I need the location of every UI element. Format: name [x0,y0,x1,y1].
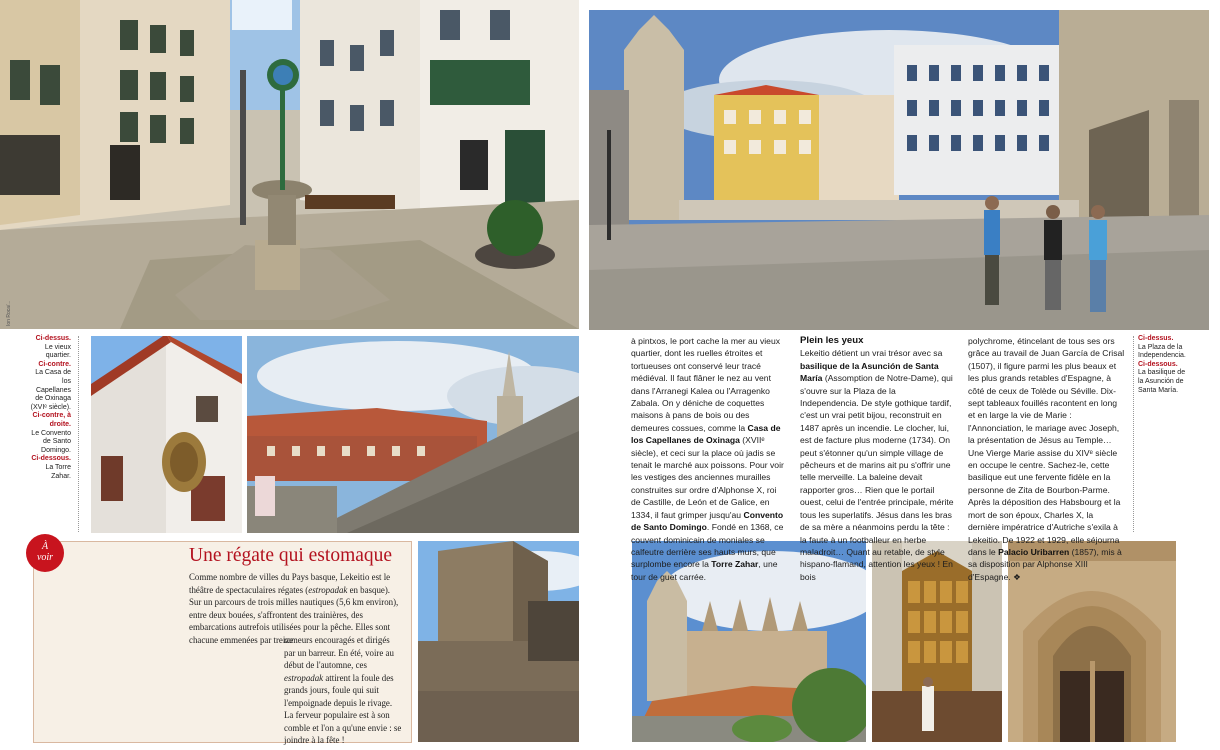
sidebar-italic: estropadak [284,672,324,683]
caption-text: La Plaza de la Independencia. [1138,343,1186,360]
body-text: polychrome, étincelant de tous ses ors grâce au travail de Juan García de Crisal (1507), il figure parmi les plus beaux et les plus grands retables d'Espagne, à côté de ceux de Tolède ou Séville. Dix-sept tableaux fouillés racontent en long et en large la vie de Marie : l'Annonciation, le mariage avec Joseph, la présentation de Jésus au Temple… Une Vierge Marie assise du XIVᵉ siècle en occupe le centre. Sachez-le, cette basilique eut une fervente fidèle en la personne de Zita de Bourbon-Parme. Après la déposition des Habsbourg et la mort de son époux, Charles X, la dernière impératrice d'Autriche s'exila à Lekeitio. De 1922 et 1929, elle séjourna dans le [968,336,1125,557]
photo-credit: Ion Roca/... [6,300,12,326]
a-voir-badge [26,534,64,572]
caption-right [1138,335,1188,395]
photo-old-quarter [0,0,579,329]
caption-label: Ci-contre. [38,360,71,368]
body-text: Lekeitio détient un vrai trésor avec sa [800,348,943,359]
caption-label: Ci-contre, à droite. [32,412,71,428]
photo-torre-zahar [418,541,579,742]
body-text: à pintxos, le port cache la mer au vieux quartier, dont les ruelles étroites et tortueuses ont conservé leur tracé médiéval. Il faut flâner le nez au vent dans l'Arranegi Kalea ou l'Arragenko Zabala. On y déniche de coquettes maisons à pans de bois ou des demeures cossues, comme la [631,336,781,433]
caption-text: Le Convento de Santo Domingo. [31,429,71,454]
photo-convento-santo-domingo [247,336,579,533]
badge-text: voir [36,552,54,563]
body-bold: basilique de la Asunción de Santa María [800,360,939,384]
photo-plaza-independencia [589,10,1209,330]
sidebar-text: attirent la foule des grands jours, foule qui suit l'empoignade depuis le rivage. La ferveur populaire est à son comble et l'on a qu'une envie : se joindre à la fête ! [284,672,402,745]
caption-text: La Casa de los Capellanes de Oxinaga (XVIᵉ siècle). [30,369,71,411]
caption-text: Le vieux quartier. [44,343,71,360]
article-column-3 [968,335,1125,583]
caption-left [28,335,71,481]
section-heading: Plein les yeux [800,335,864,346]
caption-label: Ci-dessus. [1138,335,1174,342]
caption-text: La basilique de la Asunción de Santa María. [1138,369,1186,394]
article-column-2 [800,335,955,583]
body-bold: Palacio Uribarren [998,546,1070,557]
caption-label: Ci-dessus. [35,335,71,342]
sidebar-paragraph-2 [284,634,403,747]
caption-label: Ci-dessous. [1138,360,1178,368]
body-text: (Assomption de Notre-Dame), qui s'ouvre sur la Plaza de la Independencia. De style gothique tardif, c'est un vrai petit bijou, reconstruit en 1487 après un incendie. Le clocher, lui, est de facture plus moderne (1734). On peut s'étonner qu'un simple village de pêcheurs et de marins ait pu s'offrir une telle merveille. La baleine devait rapporter gros… Rien que le portail ouest, celui de l'entrée principale, mérite tous les superlatifs. Jésus dans les bras de sa mère a néanmoins perdu la tête : la faute à un footballeur en herbe maladroit… Quant au retable, de style hispano-flamand, attention les yeux ! En bois [800,373,954,582]
badge-text: À [41,541,49,552]
body-bold: Convento de Santo Domingo [631,509,784,533]
body-bold: Torre Zahar [711,559,759,570]
body-text: , une tour de guet carrée. [631,559,778,582]
article-column-1 [631,335,788,583]
sidebar-title: Une régate qui estomaque [189,545,393,566]
photo-casa-capellanes [91,336,242,533]
sidebar-text: Comme nombre de villes du Pays basque, Lekeitio est le théâtre de spectaculaires régates ( [189,572,391,595]
body-text: . Fondé en 1368, ce couvent dominicain de moniales se calfeutre derrière ses hauts murs, que surplombe encore la [631,522,784,570]
caption-divider [1133,336,1135,532]
caption-label: Ci-dessous. [31,455,71,463]
sidebar-text: rameurs encouragés et dirigés par un barreur. En été, voire au début de l'automne, ces [284,635,394,670]
body-text: (1857), mis à sa disposition par Alphonse XIII d'Espagne. ❖ [968,546,1122,582]
body-bold: Casa de los Capellanes de Oxinaga [631,422,781,446]
sidebar-italic: estropadak [308,584,348,595]
caption-divider [78,336,80,532]
sidebar-text: en basque). Sur un parcours de trois milles nautiques (5,6 km environ), entre deux bouées, s'affrontent des trainières, des embarcations autrefois utilisées pour la pêche. Elles sont chacune emmenées par treize [189,584,399,645]
caption-text: La Torre Zahar. [45,463,71,480]
body-text: (XVIIᵉ siècle), et ceci sur la place où jadis se tenait le marché aux poissons. Pour voir les vestiges des anciennes murailles construites sur ordre d'Alphonse X, roi de Castille, de León et de Galice, en 1334, il faut grimper jusqu'au [631,435,784,520]
